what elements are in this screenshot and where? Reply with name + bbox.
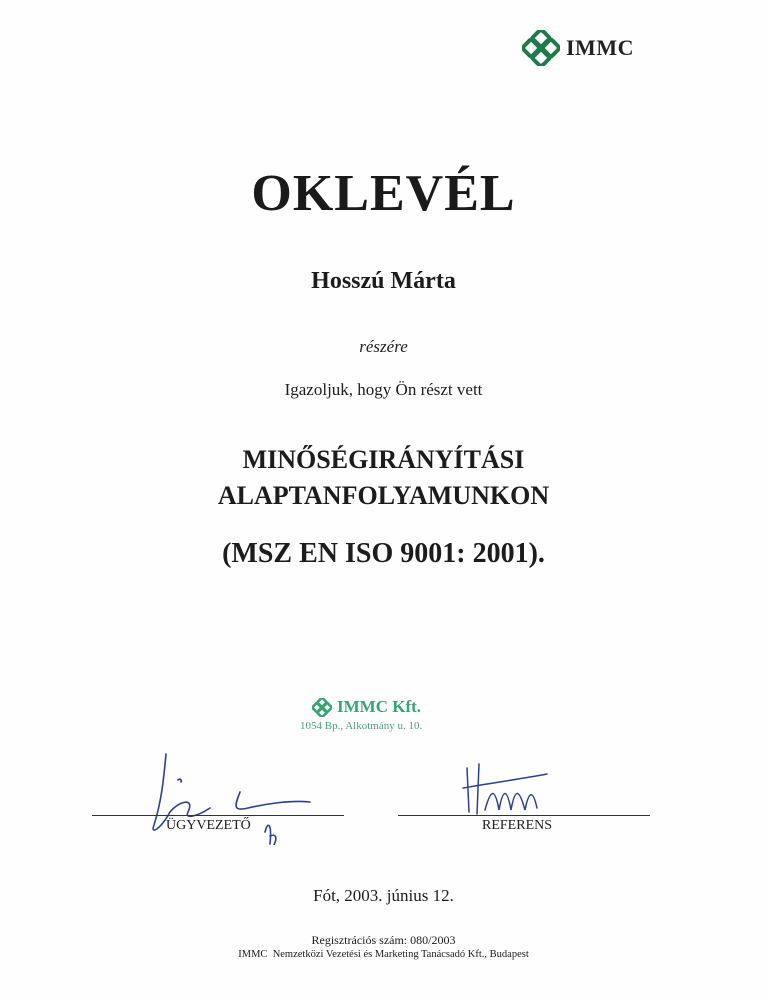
- course-line-2: ALAPTANFOLYAMUNKON: [217, 481, 550, 510]
- course-name: [0, 442, 767, 514]
- logo-text: IMMC: [566, 35, 634, 60]
- registration-number: Regisztrációs szám: 080/2003: [311, 933, 456, 947]
- certificate-title: OKLEVÉL: [251, 165, 516, 222]
- referent-signature: [455, 758, 575, 818]
- stamp-company-name: IMMC Kft.: [337, 697, 422, 716]
- for-text: részére: [359, 337, 408, 356]
- company-full-name: IMMC Nemzetközi Vezetési és Marketing Tanácsadó Kft., Budapest: [238, 949, 529, 960]
- company-stamp: [300, 697, 422, 732]
- header-logo: [522, 30, 634, 66]
- standard-reference: (MSZ EN ISO 9001: 2001).: [222, 538, 545, 569]
- intro-text: Igazoljuk, hogy Ön részt vett: [284, 380, 483, 399]
- referent-signature-line: [398, 815, 650, 816]
- referent-label: REFERENS: [482, 818, 553, 833]
- managing-director-signature-line: [92, 815, 344, 816]
- issue-date: Fót, 2003. június 12.: [313, 886, 454, 905]
- managing-director-label: ÜGYVEZETŐ: [166, 818, 251, 833]
- immc-knot-logo-icon: [522, 30, 560, 66]
- stamp-address: 1054 Bp., Alkotmány u. 10.: [300, 720, 423, 732]
- recipient-name: Hosszú Márta: [311, 268, 456, 294]
- immc-stamp-logo-icon: [312, 698, 332, 717]
- course-line-1: MINŐSÉGIRÁNYÍTÁSI: [242, 445, 525, 474]
